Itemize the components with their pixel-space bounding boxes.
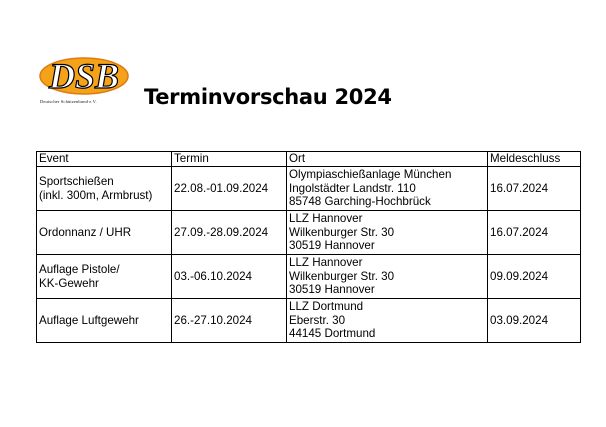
schedule-table [36, 151, 581, 343]
table-row [37, 211, 581, 255]
ort-line: LLZ Hannover [289, 211, 363, 225]
ort-line: Olympiaschießanlage München [289, 167, 452, 181]
page-title: Terminvorschau 2024 [144, 85, 392, 109]
ort-line: Wilkenburger Str. 30 [289, 225, 395, 239]
event-line: Auflage Luftgewehr [39, 313, 139, 327]
meldeschluss-cell: 09.09.2024 [488, 255, 581, 299]
header-termin: Termin [172, 152, 287, 167]
header-event: Event [37, 152, 172, 167]
termin-cell: 26.-27.10.2024 [172, 299, 287, 343]
ort-line: Wilkenburger Str. 30 [289, 269, 395, 283]
dsb-logo-graphic [34, 52, 134, 102]
logo-subtitle: Deutscher Schützenbund e.V. [40, 99, 97, 104]
event-cell [37, 167, 172, 211]
event-line: Auflage Pistole/ [39, 262, 120, 276]
ort-line: Ingolstädter Landstr. 110 [289, 181, 416, 195]
ort-cell [287, 299, 488, 343]
event-cell [37, 255, 172, 299]
event-line: KK-Gewehr [39, 276, 99, 290]
event-cell [37, 211, 172, 255]
logo-lettering: DSB [48, 56, 120, 96]
header-ort: Ort [287, 152, 488, 167]
table-header-row [37, 152, 581, 167]
event-line: (inkl. 300m, Armbrust) [39, 188, 153, 202]
ort-line: 30519 Hannover [289, 239, 375, 253]
ort-line: 44145 Dortmund [289, 327, 376, 341]
meldeschluss-cell: 16.07.2024 [488, 211, 581, 255]
ort-cell [287, 167, 488, 211]
table-row [37, 255, 581, 299]
table-row [37, 299, 581, 343]
table-row [37, 167, 581, 211]
event-line: Ordonnanz / UHR [39, 225, 132, 239]
termin-cell: 27.09.-28.09.2024 [172, 211, 287, 255]
ort-line: 30519 Hannover [289, 283, 375, 297]
ort-line: 85748 Garching-Hochbrück [289, 195, 431, 209]
ort-line: LLZ Dortmund [289, 299, 364, 313]
header-meldeschluss: Meldeschluss [488, 152, 581, 167]
termin-cell: 22.08.-01.09.2024 [172, 167, 287, 211]
ort-cell [287, 211, 488, 255]
ort-line: LLZ Hannover [289, 255, 363, 269]
termin-cell: 03.-06.10.2024 [172, 255, 287, 299]
ort-cell [287, 255, 488, 299]
ort-line: Eberstr. 30 [289, 313, 346, 327]
dsb-logo [34, 52, 134, 110]
event-line: Sportschießen [39, 174, 114, 188]
meldeschluss-cell: 16.07.2024 [488, 167, 581, 211]
meldeschluss-cell: 03.09.2024 [488, 299, 581, 343]
event-cell [37, 299, 172, 343]
